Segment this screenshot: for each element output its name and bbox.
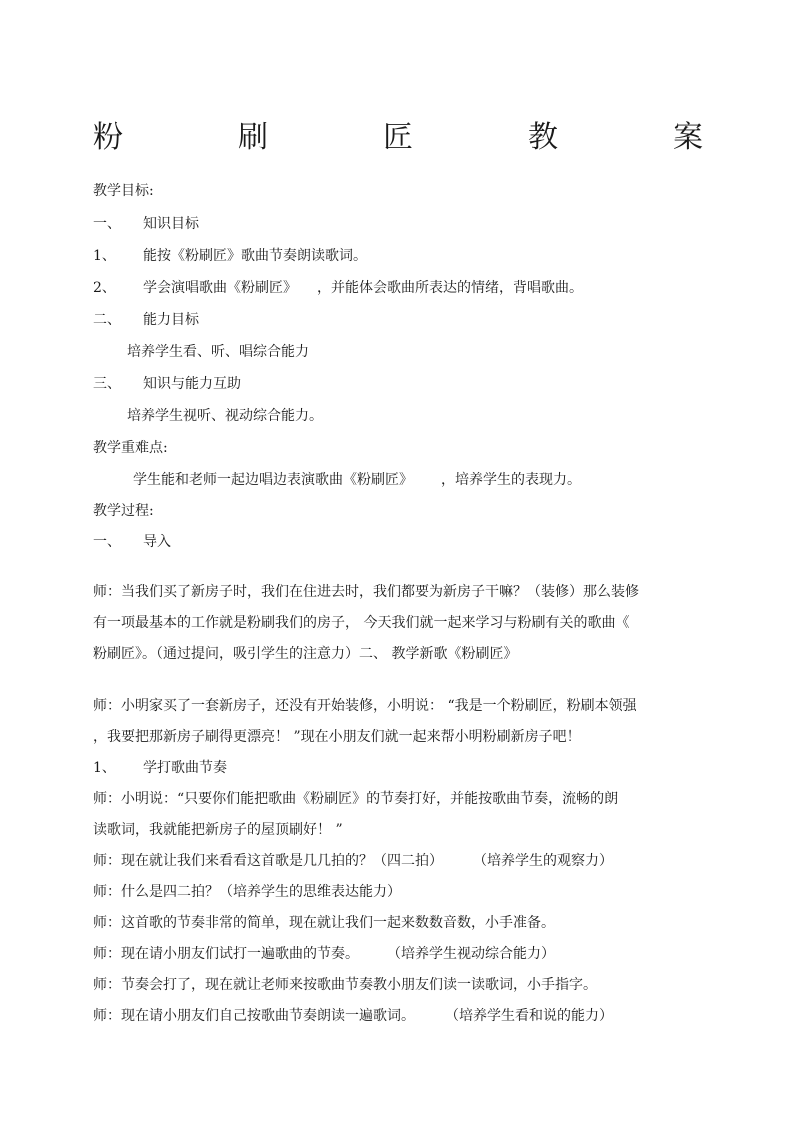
item-text: 学打歌曲节奏 [143,760,227,776]
dialogue-line: 师：这首歌的节奏非常的简单，现在就让我们一起来数数音数，小手准备。 [93,915,555,931]
key-points-text: 学生能和老师一起边唱边表演歌曲《粉刷匠》 [133,472,413,488]
section-3-body: 培养学生视听、视动综合能力。 [127,408,323,424]
item-number: 2、 [93,280,116,296]
dialogue-line [93,944,555,964]
dialogue-line: 师：什么是四二拍？（培养学生的思维表达能力） [93,884,401,900]
title-char: 案 [673,120,703,155]
dialogue-note: （培养学生视动综合能力） [387,946,555,962]
paragraph-line: 有一项最基本的工作就是粉刷我们的房子， 今天我们就一起来学习与粉刷有关的歌曲《 [93,615,630,631]
paragraph-line: 师：当我们买了新房子时，我们在住进去时，我们都要为新房子干嘛？（装修）那么装修 [93,584,639,600]
title-char: 刷 [238,120,268,155]
section-2 [93,310,199,330]
section-3 [93,374,241,394]
section-2-body: 培养学生看、听、唱综合能力 [127,344,309,360]
process-heading: 教学过程: [93,503,154,519]
dialogue-text: 师：现在就让我们来看看这首歌是几几拍的？（四二拍） [93,853,443,869]
subsection-1-1 [93,758,227,778]
dialogue-text: 师：现在请小朋友们试打一遍歌曲的节奏。 [93,946,359,962]
dialogue-note: （培养学生的观察力） [473,853,613,869]
key-points-heading: 教学重难点: [93,440,168,456]
item-text: 学会演唱歌曲《粉刷匠》 [143,280,297,296]
paragraph-line: 师：小明家买了一套新房子，还没有开始装修，小明说： “我是一个粉刷匠，粉刷本领强 [93,698,637,714]
process-step-1 [93,532,171,552]
page-title [93,118,703,158]
key-points-body [133,470,581,490]
key-points-text: ，培养学生的表现力。 [441,472,581,488]
section-1 [93,214,199,234]
paragraph-line: 读歌词，我就能把新房子的屋顶刷好！ ” [93,822,343,838]
section-title: 知识目标 [143,216,199,232]
item-number: 1、 [93,760,116,776]
section-number: 一、 [93,534,121,550]
item-1-1 [93,246,367,266]
section-number: 二、 [93,312,121,328]
item-text: 能按《粉刷匠》歌曲节奏朗读歌词。 [143,248,367,264]
dialogue-note: （培养学生看和说的能力） [445,1008,613,1024]
title-char: 匠 [383,120,413,155]
section-title: 能力目标 [143,312,199,328]
goals-heading: 教学目标: [93,183,154,199]
dialogue-line: 师：节奏会打了，现在就让老师来按歌曲节奏教小朋友们读一读歌词，小手指字。 [93,977,597,993]
paragraph-line: ，我要把那新房子刷得更漂亮！ ”现在小朋友们就一起来帮小明粉刷新房子吧！ [93,729,581,745]
paragraph-line: 粉刷匠》。（通过提问，吸引学生的注意力）二、 教学新歌《粉刷匠》 [93,646,518,662]
dialogue-text: 师：现在请小朋友们自己按歌曲节奏朗读一遍歌词。 [93,1008,415,1024]
item-1-2 [93,278,583,298]
item-number: 1、 [93,248,116,264]
section-title: 知识与能力互助 [143,376,241,392]
section-number: 三、 [93,376,121,392]
section-number: 一、 [93,216,121,232]
title-char: 粉 [93,120,123,155]
dialogue-line [93,1006,613,1026]
title-char: 教 [528,120,558,155]
paragraph-line: 师：小明说：“只要你们能把歌曲《粉刷匠》的节奏打好，并能按歌曲节奏，流畅的朗 [93,791,619,807]
dialogue-line [93,851,613,871]
item-text: ，并能体会歌曲所表达的情绪，背唱歌曲。 [317,280,583,296]
section-title: 导入 [143,534,171,550]
